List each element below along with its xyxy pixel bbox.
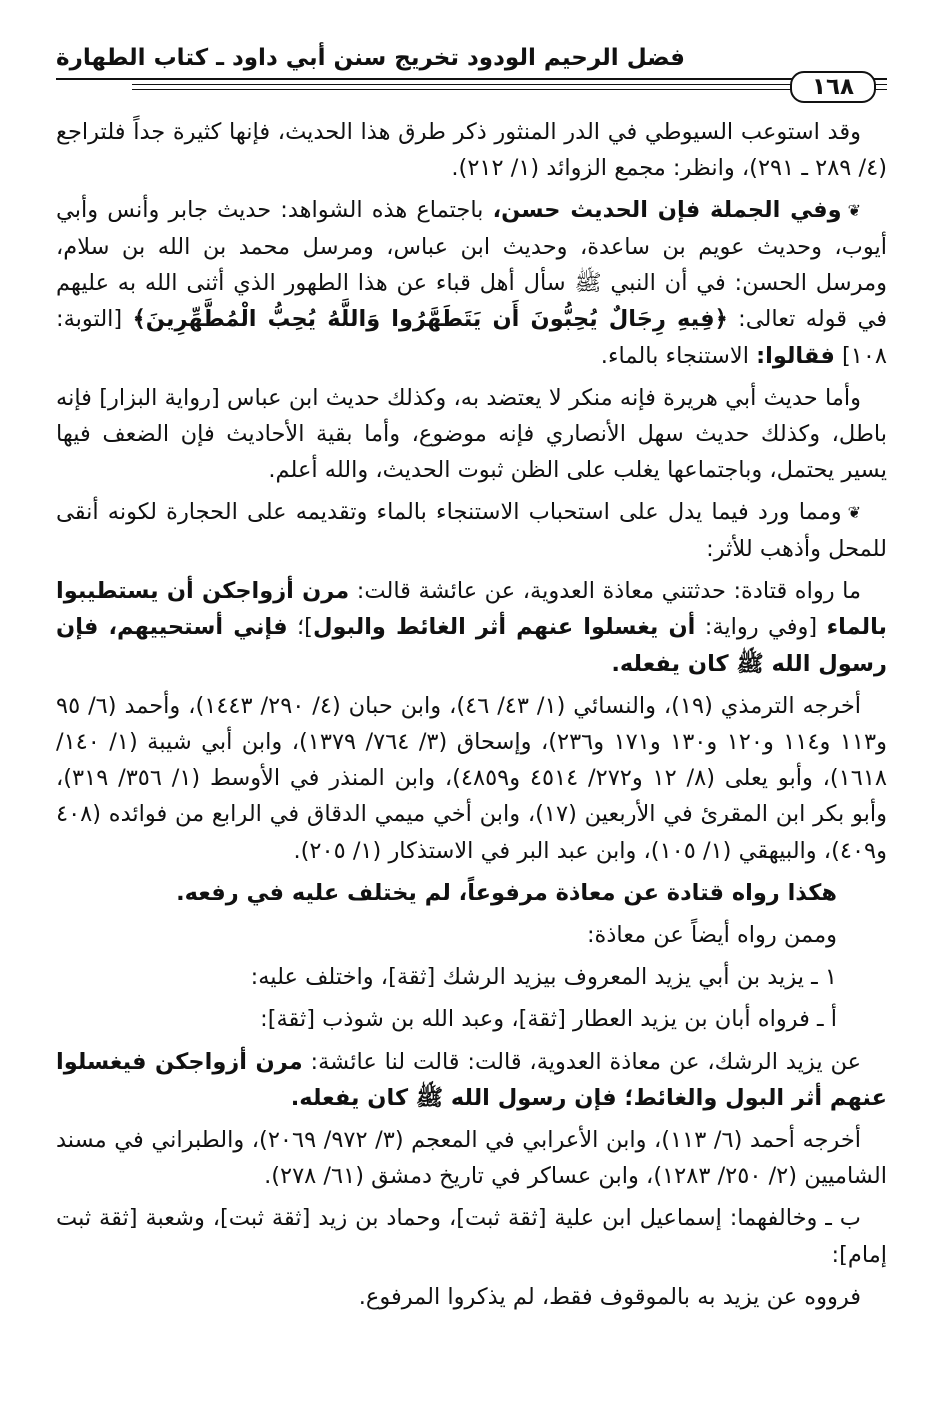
paragraph-5 (56, 573, 887, 682)
paragraph-11 (56, 1044, 887, 1116)
paragraph-8-text: وممن رواه أيضاً عن معاذة: (586, 922, 837, 949)
paragraph-5-text-2: [وفي رواية: (695, 614, 827, 641)
verse-reference: [التوبة: ١٠٨] (56, 306, 887, 369)
paragraph-2-text: باجتماع هذه الشواهد: حديث جابر وأنس وأبي أيوب، وحديث عويم بن ساعدة، وحديث ابن عباس، ومرسل محمد بن الله بن سلام، ومرسل الحسن: في أن النبي ﷺ سأل أهل قباء عن هذا الطهور الذي أثنى الله به عليهم في قوله تعالى: (56, 197, 887, 333)
paragraph-9-text: ١ ـ يزيد بن أبي يزيد المعروف بيزيد الرشك [ثقة]، واختلف عليه: (250, 964, 837, 991)
paragraph-5-bold-2: أن يغسلوا عنهم أثر الغائط والبول (312, 614, 696, 641)
double-rule-bottom (132, 89, 887, 90)
paragraph-4 (56, 494, 887, 567)
paragraph-10 (56, 1001, 887, 1037)
paragraph-12-text: أخرجه أحمد (٦/ ١١٣)، وابن الأعرابي في المعجم (٣/ ٩٧٢/ ٢٠٦٩)، والطبراني في مسند الشاميين (٢/ ٢٥٠/ ١٢٨٣)، وابن عساكر في تاريخ دمشق (٦١/ ٢٧٨). (56, 1127, 887, 1190)
paragraph-2 (56, 192, 887, 373)
paragraph-2-text-2: الاستنجاء بالماء. (600, 342, 757, 369)
paragraph-11-bold: مرن أزواجكن فيغسلوا عنهم أثر البول والغائط؛ فإن رسول الله ﷺ كان يفعله. (56, 1048, 887, 1111)
paragraph-5-bold-3: فإني أستحييهم، فإن رسول الله ﷺ كان يفعله. (56, 614, 887, 677)
paragraph-1 (56, 114, 887, 186)
paragraph-3 (56, 380, 887, 489)
paragraph-3-text: وأما حديث أبي هريرة فإنه منكر لا يعتضد به، وكذلك حديث ابن عباس [رواية البزار] فإنه باطل، وكذلك حديث سهل الأنصاري فإنه موضوع، وأما بقية الأحاديث فإن الضعف فيها يسير يحتمل، وباجتماعها يغلب على الظن ثبوت الحديث، والله أعلم. (56, 384, 887, 484)
paragraph-5-text-1: ما رواه قتادة: حدثتني معاذة العدوية، عن عائشة قالت: (349, 578, 861, 605)
quran-verse: ﴿فِيهِ رِجَالٌ يُحِبُّونَ أَن يَتَطَهَّرُوا وَاللَّهُ يُحِبُّ الْمُطَّهِّرِينَ﴾ (132, 306, 728, 333)
paragraph-5-bold-1: مرن أزواجكن أن يستطيبوا بالماء (56, 578, 887, 641)
page-number-bar (56, 70, 887, 100)
paragraph-5-text-3: ]؛ (287, 614, 313, 641)
paragraph-13-text: ب ـ وخالفهما: إسماعيل ابن علية [ثقة ثبت]، وحماد بن زيد [ثقة ثبت]، وشعبة [ثقة ثبت إمام]: (56, 1205, 887, 1268)
paragraph-6-text: أخرجه الترمذي (١٩)، والنسائي (١/ ٤٣/ ٤٦)، وابن حبان (٤/ ٢٩٠/ ١٤٤٣)، وأحمد (٦/ ٩٥ و١١٣ و١١٤ و١٢٠ و١٣٠ و١٧١ و٢٣٦)، وإسحاق (٣/ ٧٦٤/ ١٣٧٩)، وابن أبي شيبة (١/ ١٤٠/ ١٦١٨)، وأبو يعلى (٨/ ١٢ و٢٧٢/ ٤٥١٤ و٤٨٥٩)، وابن المنذر في الأوسط (١/ ٣٥٦/ ٣١٩)، وأبو بكر ابن المقرئ في الأربعين (١٧)، وابن أخي ميمي الدقاق في الرابع من فوائده (٤٠٨ و٤٠٩)، والبيهقي (١/ ١٠٥)، وابن عبد البر في الاستذكار (١/ ٢٠٥). (56, 692, 888, 864)
paragraph-8 (56, 917, 887, 953)
paragraph-1-text: وقد استوعب السيوطي في الدر المنثور ذكر طرق هذا الحديث، فإنها كثيرة جداً فلتراجع (٤/ ٢٨٩ ـ ٢٩١)، وانظر: مجمع الزوائد (١/ ٢١٢). (56, 119, 887, 182)
paragraph-12 (56, 1122, 887, 1194)
paragraph-7-text: هكذا رواه قتادة عن معاذة مرفوعاً، لم يختلف عليه في رفعه. (176, 879, 837, 906)
page-number: ١٦٨ (790, 71, 876, 103)
paragraph-11-text: عن يزيد الرشك، عن معاذة العدوية، قالت: قالت لنا عائشة: (302, 1048, 861, 1075)
paragraph-13 (56, 1200, 887, 1272)
paragraph-2-bold-2: فقالوا: (756, 342, 835, 369)
paragraph-14 (56, 1279, 887, 1315)
leaf-icon: ❦ (847, 200, 861, 220)
paragraph-2-bold: وفي الجملة فإن الحديث حسن، (492, 197, 842, 224)
leaf-icon: ❦ (847, 502, 861, 522)
page-body (56, 114, 887, 1321)
double-rule-top (132, 84, 887, 85)
paragraph-10-text: أ ـ فرواه أبان بن يزيد العطار [ثقة]، وعبد الله بن شوذب [ثقة]: (260, 1006, 837, 1033)
paragraph-7 (56, 875, 887, 911)
paragraph-6 (56, 688, 887, 869)
paragraph-14-text: فرووه عن يزيد به بالموقوف فقط، لم يذكروا المرفوع. (358, 1283, 861, 1310)
header-title: فضل الرحيم الودود تخريج سنن أبي داود ـ كتاب الطهارة (56, 45, 685, 71)
paragraph-9 (56, 959, 887, 995)
paragraph-4-text: ومما ورد فيما يدل على استحباب الاستنجاء بالماء وتقديمه على الحجارة لكونه أنقى للمحل وأذهب للأثر: (56, 499, 887, 563)
